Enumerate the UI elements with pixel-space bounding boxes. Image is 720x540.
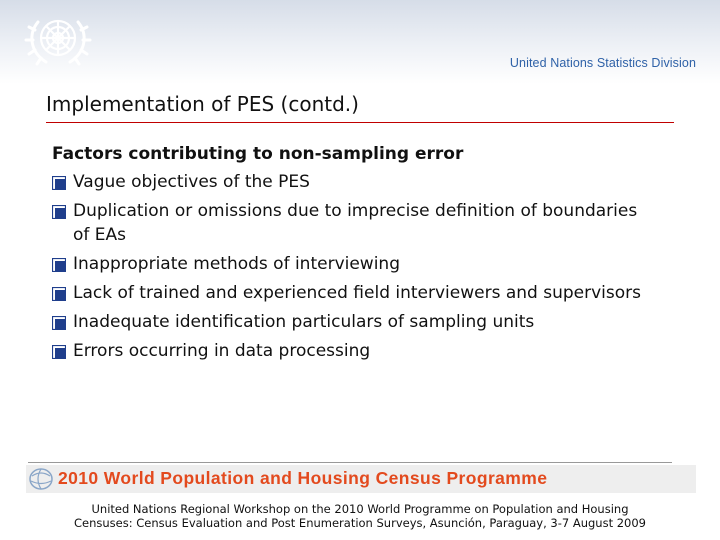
bullet-text: Lack of trained and experienced field interviewers and supervisors bbox=[73, 283, 641, 303]
bullet-text: Vague objectives of the PES bbox=[73, 172, 310, 192]
header-band bbox=[0, 0, 720, 84]
division-name: United Nations Statistics Division bbox=[509, 56, 696, 70]
slide-content bbox=[52, 142, 652, 368]
bullet-text: Inappropriate methods of interviewing bbox=[73, 254, 401, 274]
bullet-text: Duplication or omissions due to imprecise definition of boundaries of EAs bbox=[73, 201, 638, 245]
globe-icon bbox=[28, 467, 54, 491]
checkbox-bullet-icon bbox=[52, 287, 66, 301]
list-item bbox=[52, 199, 652, 247]
content-heading: Factors contributing to non-sampling error bbox=[52, 144, 464, 164]
list-item bbox=[52, 339, 652, 363]
banner-text: 2010 World Population and Housing Census Programme bbox=[58, 468, 548, 488]
bullet-text: Errors occurring in data processing bbox=[73, 341, 371, 361]
banner-divider bbox=[28, 462, 672, 463]
footer-line-1: United Nations Regional Workshop on the 2010 World Programme on Population and Housing bbox=[91, 502, 629, 516]
list-item bbox=[52, 281, 652, 305]
slide-title: Implementation of PES (contd.) bbox=[46, 92, 359, 116]
footer-line-2: Censuses: Census Evaluation and Post Enumeration Surveys, Asunción, Paraguay, 3-7 August 2009 bbox=[74, 516, 646, 530]
footer bbox=[0, 502, 720, 530]
checkbox-bullet-icon bbox=[52, 176, 66, 190]
list-item bbox=[52, 170, 652, 194]
bullet-text: Inadequate identification particulars of sampling units bbox=[73, 312, 535, 332]
list-item bbox=[52, 310, 652, 334]
list-item bbox=[52, 252, 652, 276]
census-programme-banner bbox=[26, 465, 696, 493]
un-emblem-icon bbox=[22, 8, 94, 72]
checkbox-bullet-icon bbox=[52, 205, 66, 219]
checkbox-bullet-icon bbox=[52, 258, 66, 272]
checkbox-bullet-icon bbox=[52, 316, 66, 330]
title-divider bbox=[46, 122, 674, 123]
checkbox-bullet-icon bbox=[52, 345, 66, 359]
